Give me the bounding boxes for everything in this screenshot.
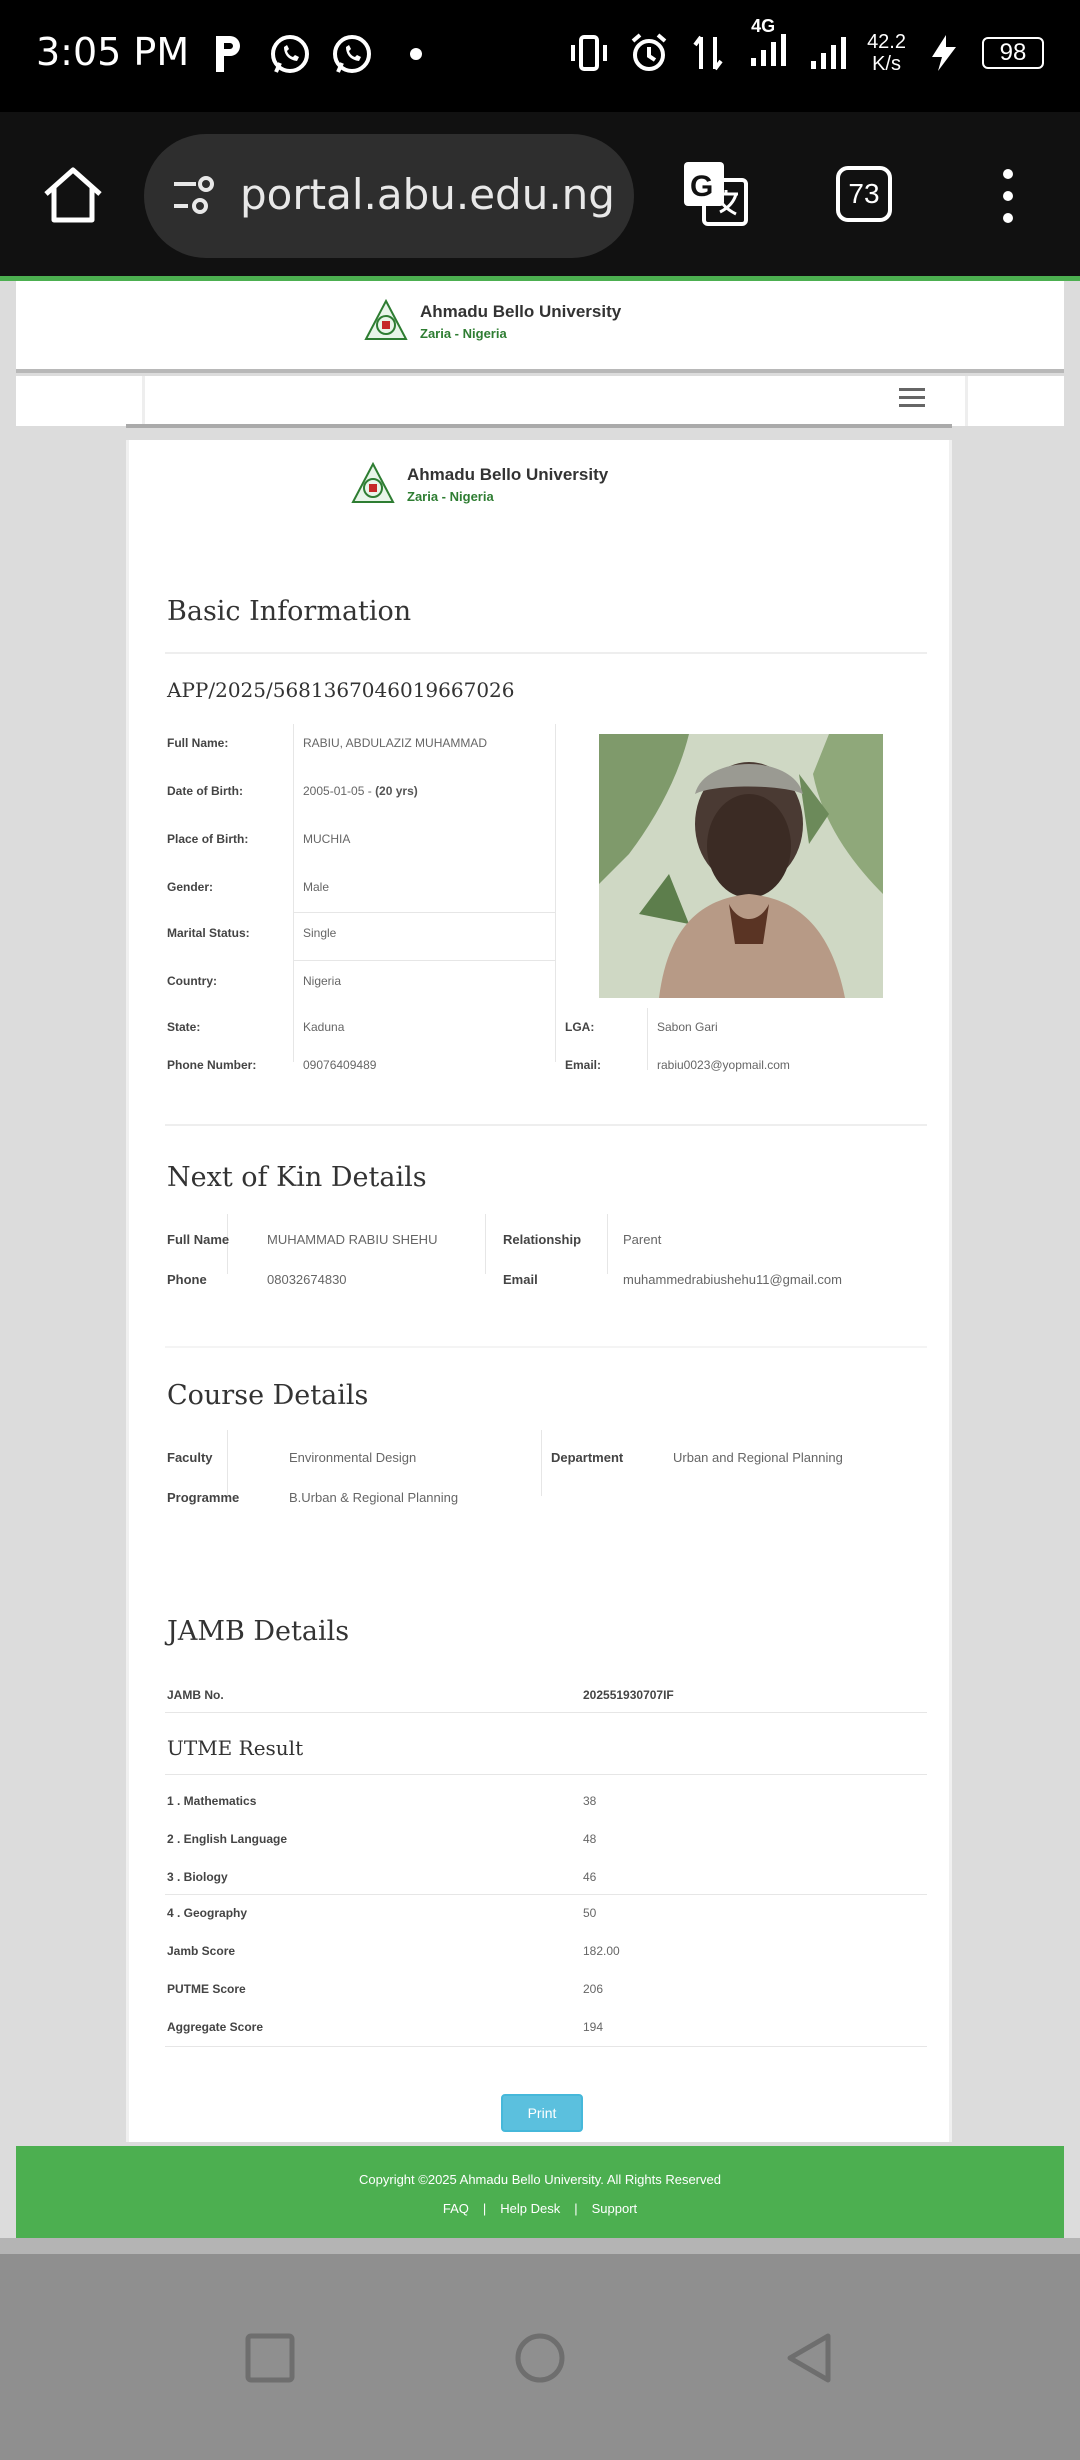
utme-row-label: PUTME Score [167,1982,246,1996]
utme-row-value: 38 [583,1794,597,1808]
hamburger-menu-icon[interactable] [899,388,925,408]
divider [165,2046,927,2047]
utme-row-value: 206 [583,1982,604,1996]
divider [165,652,927,654]
charging-icon [922,31,966,75]
country-value: Nigeria [303,974,342,988]
faculty-label: Faculty [167,1450,213,1465]
state-label: State: [167,1020,201,1034]
phone-label: Phone Number: [167,1058,257,1072]
utme-row-value: 46 [583,1870,597,1884]
lga-label: LGA: [565,1020,595,1034]
jamb-no-label: JAMB No. [167,1688,224,1702]
tab-switcher-button[interactable]: 73 [836,166,892,222]
address-bar[interactable] [144,134,634,258]
table-divider [555,724,556,1062]
marital-value: Single [303,926,337,940]
dob-value [303,784,418,798]
university-name: Ahmadu Bello University [407,464,609,484]
university-name: Ahmadu Bello University [420,301,622,321]
header-divider [16,369,1064,373]
dob-age: (20 yrs) [375,784,418,798]
site-logo-link[interactable] [364,299,621,343]
slip-logo [351,462,608,506]
kin-relationship-value: Parent [623,1232,662,1247]
department-label: Department [551,1450,624,1465]
alarm-icon [627,31,671,75]
network-type: 4G [751,16,776,36]
speed-value: 42.2 [867,30,906,53]
application-slip [126,440,952,2142]
programme-label: Programme [167,1490,240,1505]
parking-icon [206,32,250,76]
email-value: rabiu0023@yopmail.com [657,1058,790,1072]
table-divider [293,960,555,961]
footer-links [16,2201,1064,2216]
url-text[interactable]: portal.abu.edu.ng [240,170,615,219]
abu-logo-icon [351,462,395,506]
kin-email-label: Email [503,1272,538,1287]
data-arrows-icon [687,31,731,75]
phone-value: 09076409489 [303,1058,377,1072]
application-number: APP/2025/5681367046019667026 [167,678,515,702]
divider [165,1774,927,1775]
email-label: Email: [565,1058,602,1072]
utme-heading: UTME Result [167,1736,304,1760]
footer-separator: | [482,2201,487,2216]
utme-row-label: Jamb Score [167,1944,236,1958]
faculty-value: Environmental Design [289,1450,417,1465]
back-icon[interactable] [782,2330,838,2386]
system-nav-bar [0,2254,1080,2460]
home-icon[interactable] [40,162,106,228]
course-heading: Course Details [167,1380,369,1411]
signal-group [747,16,791,77]
site-footer [16,2146,1064,2238]
copyright-text: Copyright ©2025 Ahmadu Bello University. All Rights Reserved [359,2172,721,2187]
site-header [16,281,1064,371]
kin-phone-label: Phone [167,1272,207,1287]
university-location: Zaria - Nigeria [420,325,507,341]
full-name-label: Full Name: [167,736,229,750]
basic-info-heading: Basic Information [167,596,412,627]
signal-icon [807,31,851,75]
country-label: Country: [167,974,217,988]
divider [165,1712,927,1713]
lga-value: Sabon Gari [657,1020,718,1034]
divider [165,1894,927,1895]
translate-icon[interactable] [680,158,750,228]
home-nav-icon[interactable] [512,2330,568,2386]
status-time: 3:05 PM [36,30,190,74]
network-speed [867,31,906,75]
utme-row-label: 4 . Geography [167,1906,248,1920]
divider [165,1124,927,1126]
full-name-value: RABIU, ABDULAZIZ MUHAMMAD [303,736,488,750]
table-divider [647,1008,648,1070]
svg-text:G: G [690,170,714,203]
pob-value: MUCHIA [303,832,351,846]
site-settings-icon[interactable] [170,174,218,218]
kin-name-label: Full Name [167,1232,230,1247]
more-notifications-dot [410,48,422,60]
gender-label: Gender: [167,880,214,894]
state-value: Kaduna [303,1020,345,1034]
system-icons [567,16,1044,77]
speed-unit: K/s [872,52,901,75]
print-button[interactable]: Print [501,2094,583,2132]
utme-row-value: 48 [583,1832,597,1846]
utme-row-label: 3 . Biology [167,1870,228,1884]
programme-value: B.Urban & Regional Planning [289,1490,459,1505]
abu-logo-icon [364,299,408,343]
kin-name-value: MUHAMMAD RABIU SHEHU [267,1232,438,1247]
browser-toolbar [0,112,1080,276]
dob-label: Date of Birth: [167,784,243,798]
recents-icon[interactable] [242,2330,298,2386]
table-divider [607,1214,608,1274]
gender-value: Male [303,880,330,894]
support-link[interactable]: Support [591,2201,638,2216]
faq-link[interactable]: FAQ [442,2201,469,2216]
status-bar [0,0,1080,112]
divider [165,1346,927,1348]
marital-label: Marital Status: [167,926,250,940]
table-divider [227,1430,228,1496]
utme-row-label: 2 . English Language [167,1832,288,1846]
utme-row-value: 194 [583,2020,604,2034]
table-divider [293,724,294,1062]
navbar-inner [142,376,968,426]
table-divider [293,912,555,913]
utme-row-value: 50 [583,1906,597,1920]
notification-icons [206,32,422,76]
table-divider [541,1430,542,1496]
pob-label: Place of Birth: [167,832,249,846]
utme-row-value: 182.00 [583,1944,620,1958]
table-divider [485,1214,486,1274]
kin-email-value: muhammedrabiushehu11@gmail.com [623,1272,842,1287]
more-options-icon[interactable] [996,166,1020,226]
department-value: Urban and Regional Planning [673,1450,843,1465]
help-desk-link[interactable]: Help Desk [500,2201,561,2216]
footer-separator: | [574,2201,578,2216]
whatsapp-icon [268,32,312,76]
vibrate-icon [567,31,611,75]
dob-date: 2005-01-05 - [303,784,372,798]
navbar [16,376,1064,426]
battery-level: 98 [982,37,1044,69]
navbar-divider [126,424,952,428]
kin-phone-value: 08032674830 [267,1272,347,1287]
utme-row-label: 1 . Mathematics [167,1794,257,1808]
jamb-heading: JAMB Details [167,1616,350,1647]
passport-photo [599,734,883,998]
utme-row-label: Aggregate Score [167,2020,264,2034]
page-bottom-strip [0,2238,1080,2254]
whatsapp-icon [330,32,374,76]
university-location: Zaria - Nigeria [407,488,494,504]
kin-relationship-label: Relationship [503,1232,582,1247]
next-of-kin-heading: Next of Kin Details [167,1162,427,1193]
jamb-no-value: 202551930707IF [583,1688,674,1702]
